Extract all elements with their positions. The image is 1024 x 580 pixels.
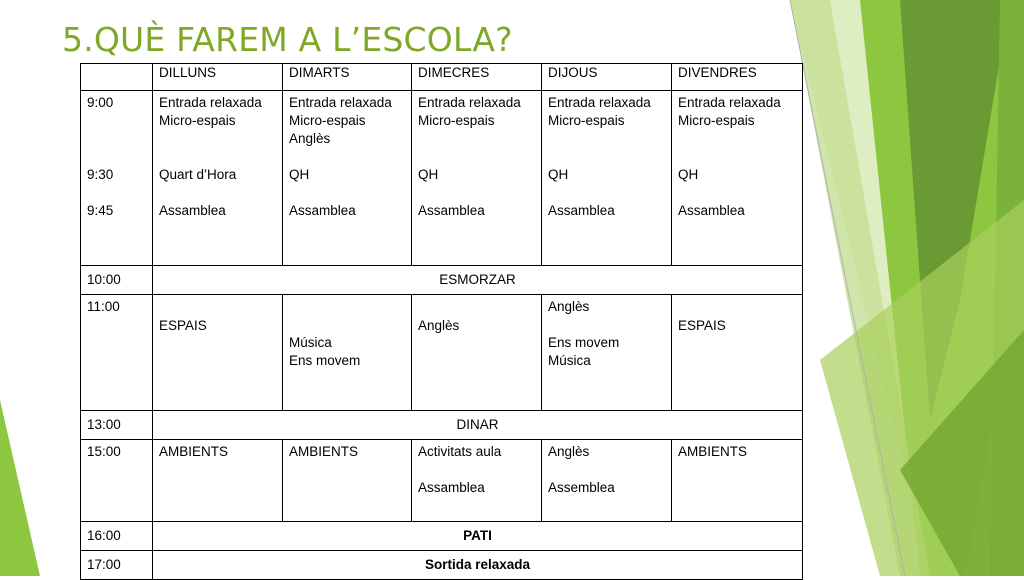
activity: Entrada relaxada [548,95,651,110]
playtime-row [81,522,803,551]
header-day: DIMARTS [283,64,412,91]
time-label: 9:00 [87,95,114,110]
activity: Micro-espais [548,113,625,128]
activity: Anglès [548,299,590,314]
exit-row [81,551,803,580]
page-title: 5.QUÈ FAREM A L’ESCOLA? [62,20,513,59]
lunch-row [81,411,803,440]
friday-morning [672,91,803,266]
activity: Assamblea [418,480,485,495]
thursday-morning [542,91,672,266]
lunch-label: DINAR [153,411,803,440]
morning-row [81,91,803,266]
time-label: 17:00 [81,551,153,580]
time-label: 11:00 [81,295,153,411]
wednesday-morning [412,91,542,266]
header-day: DILLUNS [153,64,283,91]
header-day: DIJOUS [542,64,672,91]
activity: Assamblea [289,203,356,218]
activity: Entrada relaxada [289,95,392,110]
exit-label: Sortida relaxada [153,551,803,580]
breakfast-label: ESMORZAR [153,266,803,295]
schedule-table [80,63,803,580]
tuesday-afternoon: AMBIENTS [283,440,412,522]
activity: QH [418,167,439,182]
activity: Assamblea [159,203,226,218]
time-label: 13:00 [81,411,153,440]
header-day: DIMECRES [412,64,542,91]
activity: Ens movem [289,353,361,368]
activity: Entrada relaxada [678,95,781,110]
friday-afternoon: AMBIENTS [672,440,803,522]
friday-late-morning: ESPAIS [672,295,803,411]
time-cell [81,91,153,266]
activity: Micro-espais [678,113,755,128]
activity: Assamblea [418,203,485,218]
activity: Assamblea [548,203,615,218]
monday-late-morning: ESPAIS [153,295,283,411]
thursday-afternoon [542,440,672,522]
time-label: 9:30 [87,167,114,182]
activity: Entrada relaxada [418,95,521,110]
activity: Assamblea [678,203,745,218]
activity: Micro-espais [418,113,495,128]
activity: Anglès [289,131,331,146]
time-label: 10:00 [81,266,153,295]
header-day: DIVENDRES [672,64,803,91]
activity: QH [289,167,310,182]
tuesday-late-morning [283,295,412,411]
activity: Assemblea [548,480,615,495]
time-label: 15:00 [81,440,153,522]
activity: Quart d’Hora [159,167,237,182]
afternoon-row [81,440,803,522]
activity: QH [548,167,569,182]
activity: Entrada relaxada [159,95,262,110]
wednesday-afternoon [412,440,542,522]
activity: Anglès [548,444,590,459]
time-label: 9:45 [87,203,114,218]
header-row [81,64,803,91]
tuesday-morning [283,91,412,266]
monday-afternoon: AMBIENTS [153,440,283,522]
monday-morning [153,91,283,266]
activity: Ens movem [548,335,620,350]
header-corner [81,64,153,91]
breakfast-row [81,266,803,295]
activity: Música [289,335,332,350]
activity: Música [548,353,591,368]
thursday-late-morning [542,295,672,411]
activity: QH [678,167,699,182]
playtime-label: PATI [153,522,803,551]
activity: Micro-espais [289,113,366,128]
activity: Activitats aula [418,444,502,459]
activity: Micro-espais [159,113,236,128]
wednesday-late-morning: Anglès [412,295,542,411]
late-morning-row [81,295,803,411]
time-label: 16:00 [81,522,153,551]
